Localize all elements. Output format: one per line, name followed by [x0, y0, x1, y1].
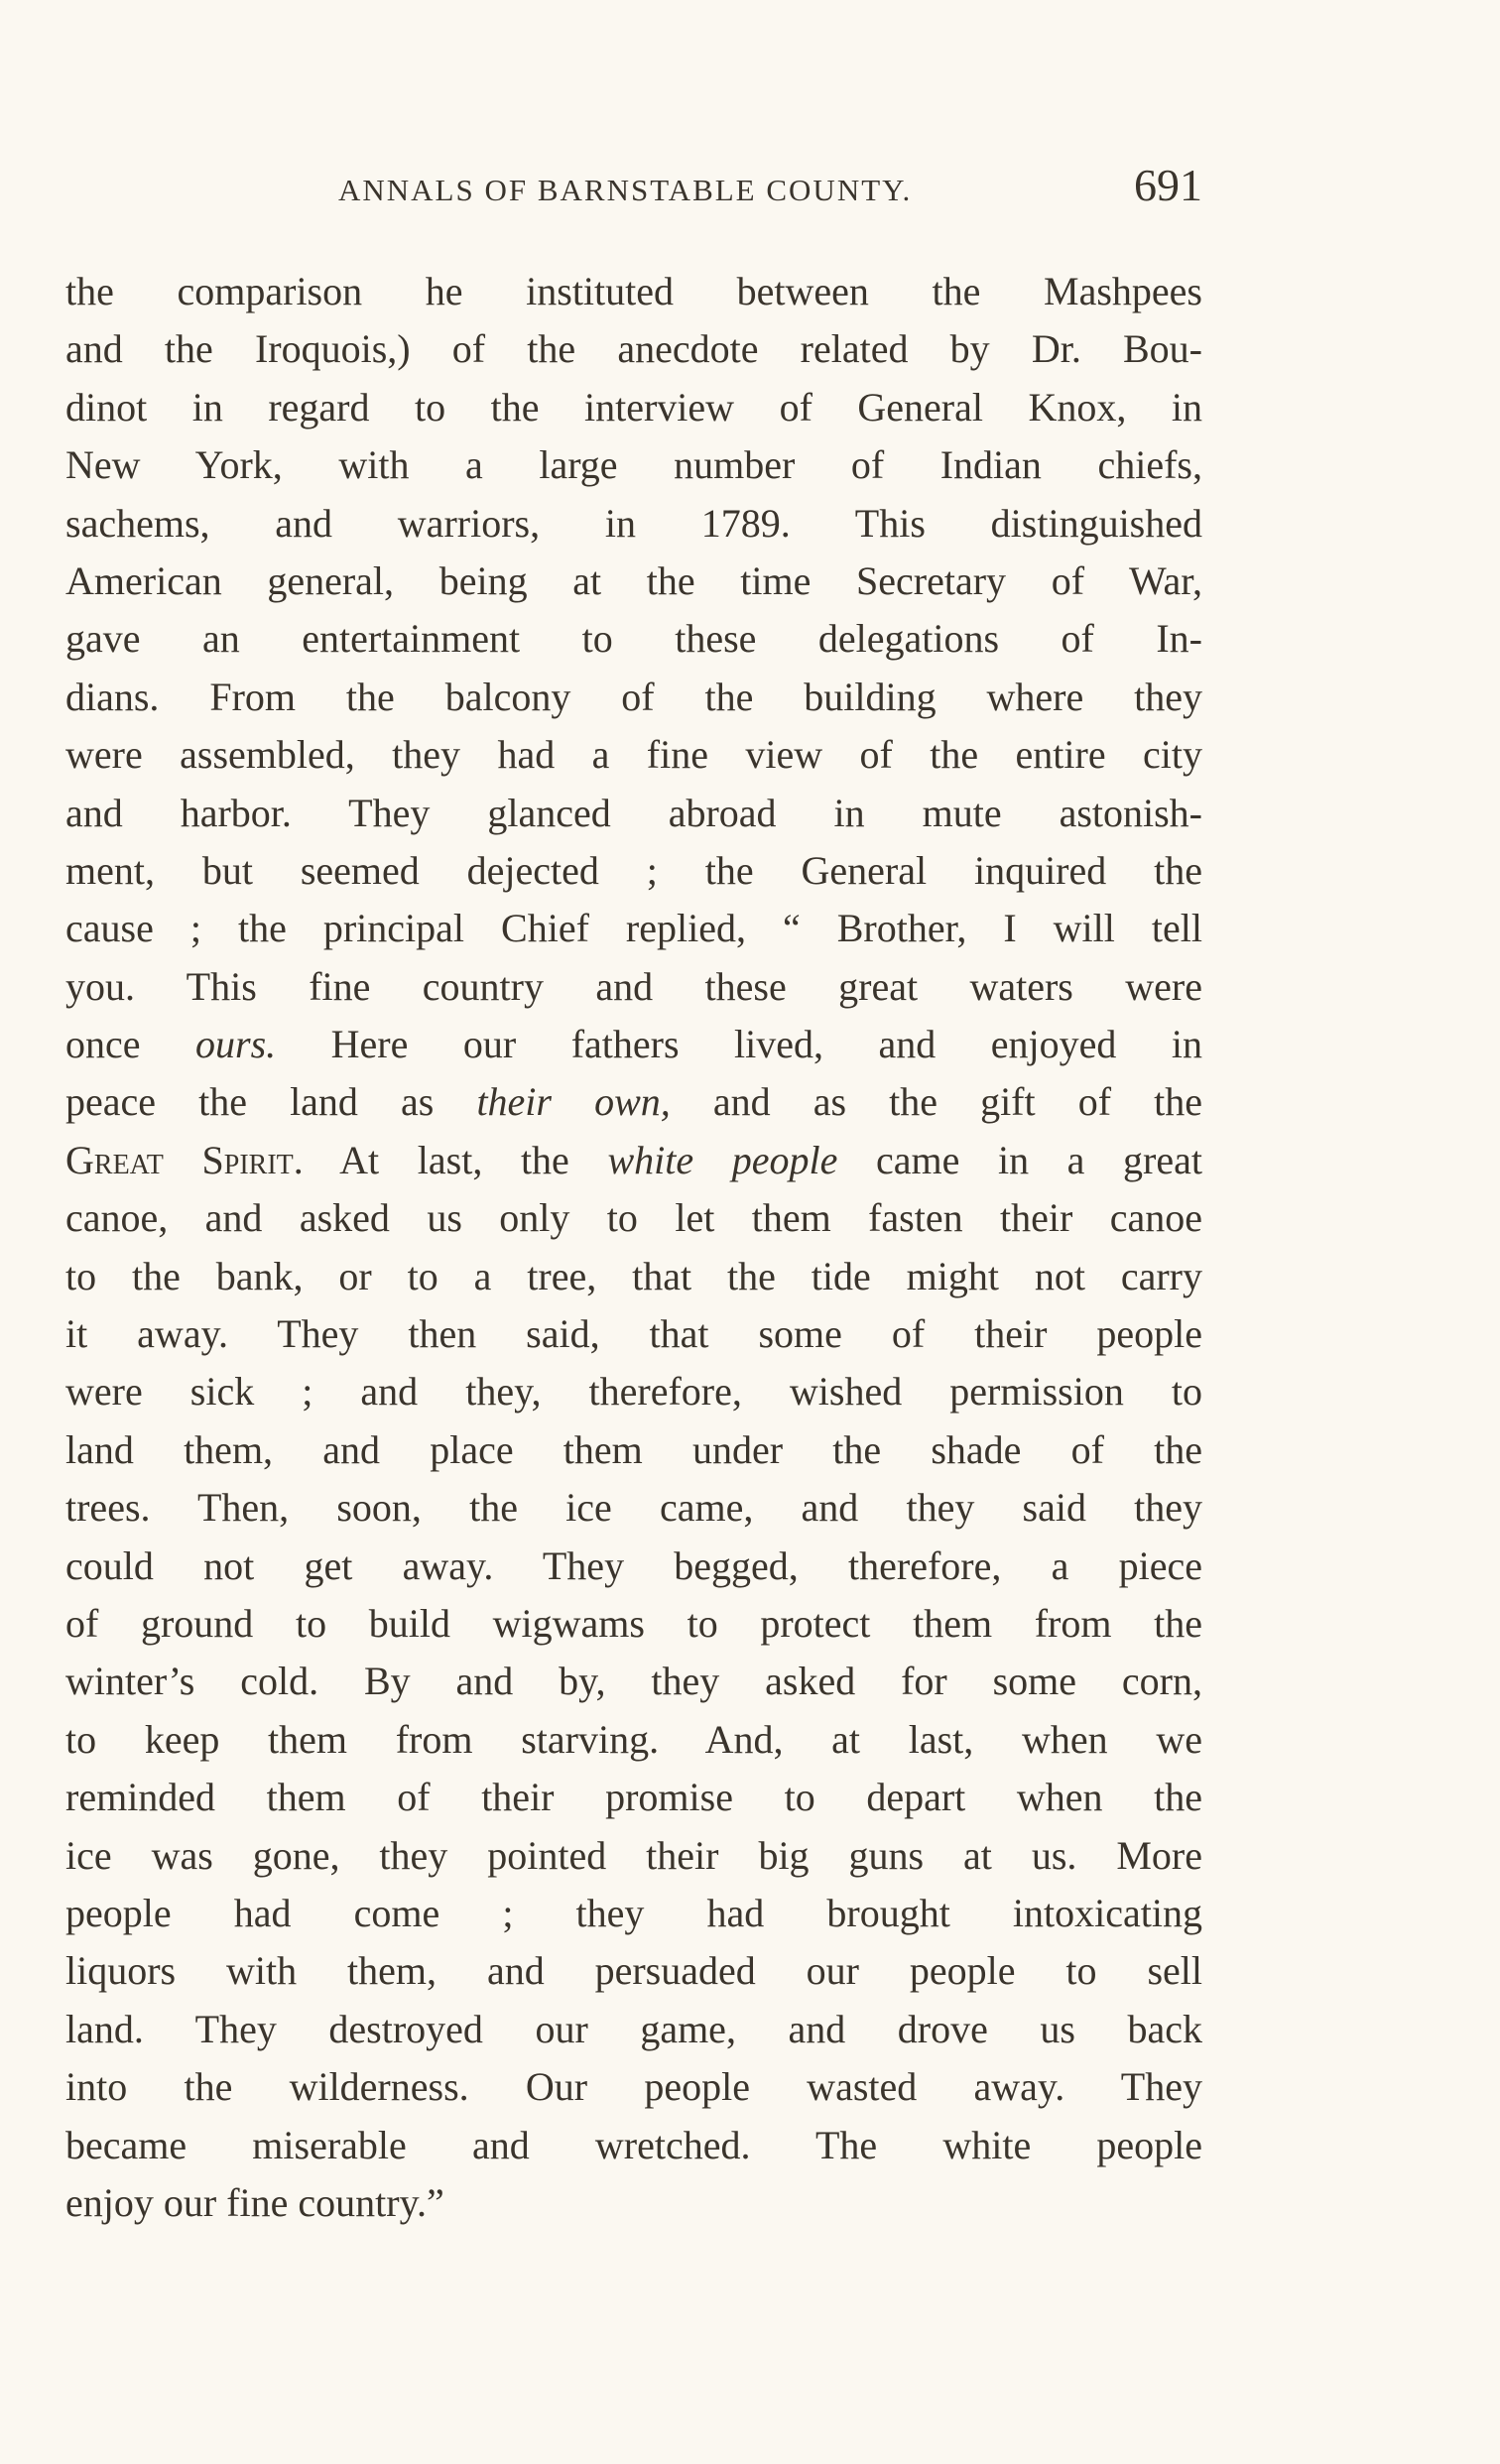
text-line [65, 1942, 1202, 2000]
text-run: of ground to build wigwams to protect them from the [65, 1600, 1202, 1646]
text-run: the comparison he instituted between the Mashpees [65, 269, 1202, 313]
running-head [65, 159, 1202, 218]
text-line [65, 669, 1202, 726]
text-line [65, 436, 1202, 494]
text-line [65, 320, 1202, 378]
text-run: were assembled, they had a fine view of the entire city [65, 732, 1202, 778]
text-line [65, 2001, 1202, 2058]
text-line [65, 1885, 1202, 1942]
text-run: it away. They then said, that some of their people [65, 1311, 1202, 1357]
italic-text: ours. [195, 1022, 277, 1067]
text-line [65, 610, 1202, 668]
text-run: At last, the [303, 1137, 608, 1182]
text-line [65, 1363, 1202, 1420]
text-line [65, 495, 1202, 553]
text-run: came in a great [837, 1137, 1202, 1182]
text-line [65, 263, 1202, 320]
running-title: ANNALS OF BARNSTABLE COUNTY. [338, 173, 913, 207]
text-run: enjoy our fine country.” [65, 2179, 444, 2225]
text-run: reminded them of their promise to depart when the [65, 1775, 1202, 1820]
text-run: liquors with them, and persuaded our people to sell [65, 1948, 1202, 1994]
text-run: once [65, 1022, 196, 1067]
page-number: 691 [1134, 160, 1202, 210]
text-line [65, 1711, 1202, 1769]
text-line [65, 1421, 1202, 1479]
text-run: dinot in regard to the interview of General Knox, in [65, 384, 1202, 430]
text-run: ice was gone, they pointed their big guns at us. More [65, 1832, 1202, 1878]
text-run: American general, being at the time Secretary of War, [65, 557, 1202, 603]
text-run: ment, but seemed dejected ; the General inquired the [65, 847, 1202, 893]
text-run: land. They destroyed our game, and drove us back [65, 2006, 1202, 2051]
text-run: land them, and place them under the shade of the [65, 1426, 1202, 1472]
text-run: and as the gift of the [670, 1079, 1202, 1125]
text-line [65, 1595, 1202, 1653]
text-run: could not get away. They begged, therefore, a piece [65, 1542, 1202, 1588]
text-line [65, 1769, 1202, 1826]
text-run: you. This fine country and these great waters were [65, 963, 1202, 1009]
text-run: canoe, and asked us only to let them fasten their canoe [65, 1195, 1202, 1241]
text-line [65, 1248, 1202, 1305]
text-run: dians. From the balcony of the building where they [65, 674, 1202, 719]
text-run: Here our fathers lived, and enjoyed in [276, 1022, 1202, 1067]
text-run: winter’s cold. By and by, they asked for some corn, [65, 1659, 1202, 1704]
text-run: into the wilderness. Our people wasted away. They [65, 2064, 1202, 2110]
small-caps-text: Great Spirit. [65, 1137, 304, 1182]
italic-text: their own, [476, 1079, 671, 1125]
text-line [65, 900, 1202, 957]
text-run: peace the land as [65, 1079, 477, 1125]
text-line [65, 379, 1202, 436]
text-line [65, 1479, 1202, 1537]
text-run: New York, with a large number of Indian chiefs, [65, 442, 1202, 488]
text-line [65, 1827, 1202, 1885]
text-line [65, 553, 1202, 610]
text-line [65, 1016, 1202, 1073]
text-line [65, 1189, 1202, 1247]
text-run: became miserable and wretched. The white people [65, 2122, 1202, 2167]
text-run: to the bank, or to a tree, that the tide might not carry [65, 1253, 1202, 1298]
body-text [65, 263, 1202, 2232]
text-line [65, 2058, 1202, 2116]
text-run: to keep them from starving. And, at last, when we [65, 1716, 1202, 1762]
text-run: gave an entertainment to these delegations of In- [65, 616, 1202, 662]
text-run: and harbor. They glanced abroad in mute astonish- [65, 790, 1202, 835]
text-run: sachems, and warriors, in 1789. This distinguished [65, 500, 1202, 546]
text-line [65, 785, 1202, 842]
text-line [65, 1305, 1202, 1363]
text-run: people had come ; they had brought intoxicating [65, 1890, 1202, 1935]
text-line [65, 842, 1202, 900]
text-run: were sick ; and they, therefore, wished permission to [65, 1369, 1202, 1415]
text-line [65, 1653, 1202, 1710]
text-line [65, 1073, 1202, 1131]
text-run: and the Iroquois,) of the anecdote related by Dr. Bou- [65, 326, 1202, 372]
text-line [65, 2174, 1202, 2232]
text-run: trees. Then, soon, the ice came, and they said they [65, 1485, 1202, 1531]
text-line [65, 726, 1202, 784]
text-line [65, 1538, 1202, 1595]
text-run: cause ; the principal Chief replied, “ Brother, I will tell [65, 906, 1202, 951]
text-line [65, 958, 1202, 1016]
text-line [65, 2117, 1202, 2174]
italic-text: white people [607, 1137, 838, 1182]
text-line [65, 1132, 1202, 1189]
